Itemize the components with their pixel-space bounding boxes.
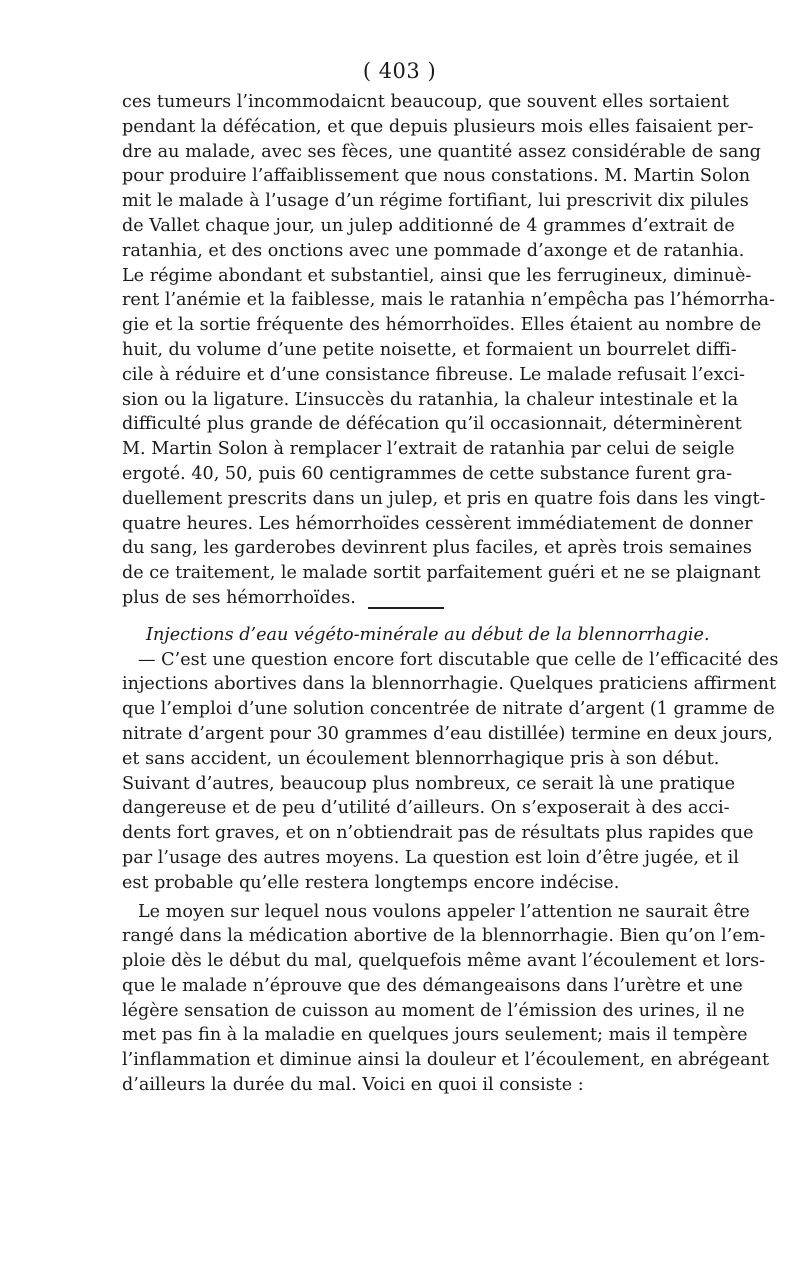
- text-line: difficulté plus grande de défécation qu’il occasionnait, déterminèrent: [122, 414, 742, 435]
- text-line: ratanhia, et des onctions avec une pommade d’axonge et de ratanhia.: [122, 240, 745, 261]
- text-line: plus de ses hémorrhoïdes.: [122, 587, 356, 608]
- paragraph-3: [122, 900, 770, 1098]
- text-line: mit le malade à l’usage d’un régime fortifiant, lui prescrivit dix pilules: [122, 191, 749, 212]
- text-line: gie et la sortie fréquente des hémorrhoïdes. Elles étaient au nombre de: [122, 315, 762, 336]
- text-line: sion ou la ligature. L’insuccès du ratanhia, la chaleur intestinale et la: [122, 389, 739, 410]
- text-line: dents fort graves, et on n’obtiendrait pas de résultats plus rapides que: [122, 823, 754, 844]
- text-line: légère sensation de cuisson au moment de l’émission des urines, il ne: [122, 1000, 745, 1021]
- text-line: est probable qu’elle restera longtemps encore indécise.: [122, 872, 620, 893]
- text-line: que le malade n’éprouve que des démangeaisons dans l’urètre et une: [122, 975, 743, 996]
- text-line: huit, du volume d’une petite noisette, et formaient un bourrelet diffi-: [122, 339, 737, 360]
- text-line: par l’usage des autres moyens. La question est loin d’être jugée, et il: [122, 847, 739, 868]
- text-line: ces tumeurs l’incommodaicnt beaucoup, que souvent elles sortaient: [122, 92, 729, 112]
- text-line: quatre heures. Les hémorrhoïdes cessèrent immédiatement de donner: [122, 513, 753, 534]
- text-line: cile à réduire et d’une consistance fibreuse. Le malade refusait l’exci-: [122, 364, 745, 385]
- paragraph-2: [122, 648, 779, 896]
- text-line: d’ailleurs la durée du mal. Voici en quoi il consiste :: [122, 1075, 584, 1096]
- paragraph-1: [122, 90, 775, 611]
- text-line: rent l’anémie et la faiblesse, mais le ratanhia n’empêcha pas l’hémorrha-: [122, 290, 775, 311]
- text-line: nitrate d’argent pour 30 grammes d’eau distillée) termine en deux jours,: [122, 723, 773, 744]
- text-line: M. Martin Solon à remplacer l’extrait de ratanhia par celui de seigle: [122, 439, 735, 460]
- text-line: — C’est une question encore fort discutable que celle de l’efficacité des: [138, 649, 779, 670]
- text-line: Le moyen sur lequel nous voulons appeler l’attention ne saurait être: [138, 901, 750, 922]
- text-line: rangé dans la médication abortive de la blennorrhagie. Bien qu’on l’em-: [122, 926, 766, 947]
- text-line: l’inflammation et diminue ainsi la douleur et l’écoulement, en abrégeant: [122, 1050, 770, 1071]
- page-body: [122, 56, 779, 1098]
- text-line: duellement prescrits dans un julep, et pris en quatre fois dans les vingt-: [122, 488, 766, 509]
- text-line: de ce traitement, le malade sortit parfaitement guéri et ne se plaignant: [122, 563, 761, 584]
- text-line: pendant la défécation, et que depuis plusieurs mois elles faisaient per-: [122, 116, 754, 137]
- text-line: dre au malade, avec ses fèces, une quantité assez considérable de sang: [122, 141, 761, 162]
- text-line: pour produire l’affaiblissement que nous constations. M. Martin Solon: [122, 166, 751, 187]
- text-line: Le régime abondant et substantiel, ainsi que les ferrugineux, diminuè-: [122, 265, 752, 286]
- text-line: ergoté. 40, 50, puis 60 centigrammes de cette substance furent gra-: [122, 463, 733, 484]
- text-line: met pas fin à la maladie en quelques jours seulement; mais il tempère: [122, 1025, 748, 1046]
- text-line: et sans accident, un écoulement blennorrhagique pris à son début.: [122, 748, 720, 769]
- section-title: Injections d’eau végéto-minérale au début de la blennorrhagie.: [146, 624, 710, 645]
- text-line: du sang, les garderobes devinrent plus faciles, et après trois semaines: [122, 538, 752, 559]
- text-line: injections abortives dans la blennorrhagie. Quelques praticiens affirment: [122, 674, 777, 695]
- text-line: de Vallet chaque jour, un julep additionné de 4 grammes d’extrait de: [122, 215, 735, 236]
- section-divider: [368, 607, 444, 609]
- page-number: ( 403 ): [362, 59, 437, 83]
- text-line: ploie dès le début du mal, quelquefois même avant l’écoulement et lors-: [122, 951, 766, 972]
- text-line: que l’emploi d’une solution concentrée de nitrate d’argent (1 gramme de: [122, 699, 775, 720]
- text-line: Suivant d’autres, beaucoup plus nombreux, ce serait là une pratique: [122, 773, 736, 794]
- section-injections: [122, 623, 779, 1098]
- text-line: dangereuse et de peu d’utilité d’ailleurs. On s’exposerait à des acci-: [122, 798, 730, 819]
